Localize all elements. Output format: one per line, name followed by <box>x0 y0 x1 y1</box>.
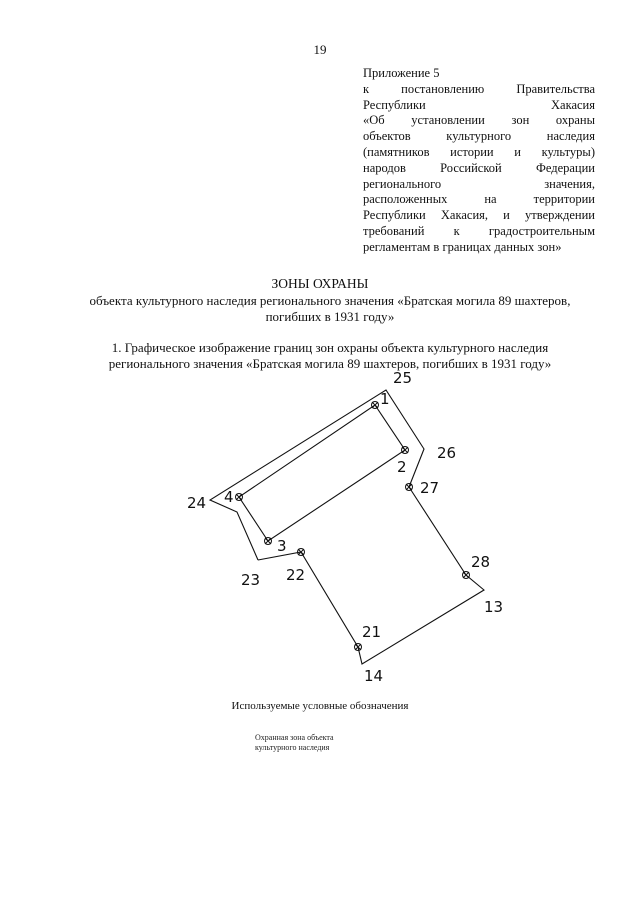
legend-zone-line: культурного наследия <box>255 743 330 752</box>
point-label-27: 27 <box>420 479 440 497</box>
appendix-line: регламентам в границах данных зон» <box>363 239 562 254</box>
marker-21 <box>355 644 362 651</box>
inner-object-boundary <box>239 405 405 541</box>
legend-title: Используемые условные обозначения <box>231 700 409 712</box>
appendix-line: объектов культурного наследия <box>363 129 595 144</box>
point-label-4: 4 <box>224 488 234 506</box>
appendix-line: регионального значения, <box>363 176 595 191</box>
marker-3 <box>265 538 272 545</box>
point-label-14: 14 <box>364 667 384 685</box>
appendix-line: Приложение 5 <box>363 66 440 80</box>
point-label-24: 24 <box>187 494 207 512</box>
marker-2 <box>402 447 409 454</box>
appendix-line: к постановлению Правительства <box>363 81 595 96</box>
point-label-2: 2 <box>397 458 407 476</box>
outer-zone-boundary <box>210 390 484 664</box>
point-label-13: 13 <box>484 598 504 616</box>
appendix-line: Республики Хакасия <box>363 97 595 112</box>
document-subheading: объекта культурного наследия регионального значения «Братская могила 89 шахтеров, погибших в 1931 году» <box>89 293 571 324</box>
marker-28 <box>463 572 470 579</box>
appendix-line: народов Российской Федерации <box>363 160 595 175</box>
marker-1 <box>372 402 379 409</box>
legend-zone-line: Охранная зона объекта <box>255 733 334 742</box>
section-title: 1. Графическое изображение границ зон охраны объекта культурного наследия регионального значения «Братская могила 89 шахтеров, погибших в 1931 году» <box>108 340 552 371</box>
document-heading: ЗОНЫ ОХРАНЫ <box>271 276 369 291</box>
appendix-line: (памятников истории и культуры) <box>363 144 595 159</box>
point-label-23: 23 <box>241 571 261 589</box>
page-number: 19 <box>313 42 327 57</box>
marker-27 <box>406 484 413 491</box>
point-label-22: 22 <box>286 566 306 584</box>
point-label-21: 21 <box>362 623 382 641</box>
appendix-line: расположенных на территории <box>363 192 595 207</box>
point-label-3: 3 <box>277 537 287 555</box>
appendix-line: «Об установлении зон охраны <box>363 113 595 128</box>
point-label-28: 28 <box>471 553 491 571</box>
point-label-26: 26 <box>437 444 457 462</box>
marker-4 <box>236 494 243 501</box>
appendix-line: Республики Хакасия, и утверждении <box>363 208 595 223</box>
point-label-1: 1 <box>380 390 390 408</box>
point-label-25: 25 <box>393 369 413 387</box>
legend-zone-label <box>255 733 365 753</box>
appendix-line: требований к градостроительным <box>363 223 595 238</box>
